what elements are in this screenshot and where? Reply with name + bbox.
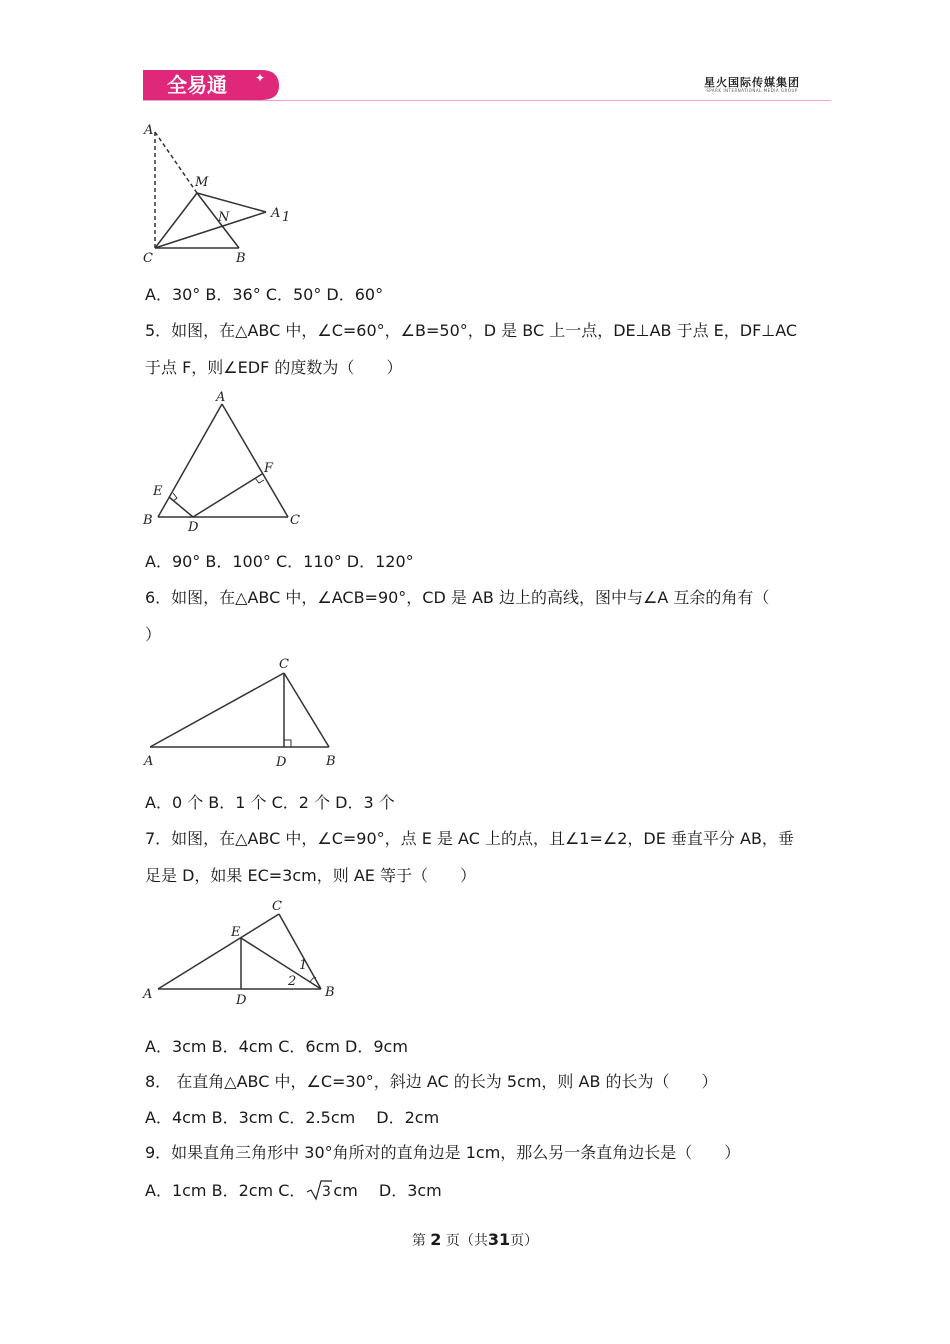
footer-total-pages: 31 <box>487 1230 511 1249</box>
q5-label-B: B <box>143 513 153 528</box>
svg-text:✦: ✦ <box>255 71 266 85</box>
q6-label-D: D <box>276 755 287 770</box>
q6-stem-line1: 6．如图，在△ABC 中，∠ACB=90°，CD 是 AB 边上的高线，图中与∠A 互余的角有（ <box>145 588 770 607</box>
q5-label-D: D <box>188 520 199 535</box>
q7-stem-line2: 足是 D，如果 EC=3cm，则 AE 等于（ ） <box>145 866 476 885</box>
q8-stem: 8． 在直角△ABC 中，∠C=30°，斜边 AC 的长为 5cm，则 AB 的长为（ ） <box>145 1072 718 1091</box>
brand-name: 星火国际传媒集团 <box>704 76 800 89</box>
q6-figure <box>138 652 348 774</box>
q5-label-C: C <box>290 513 300 528</box>
q7-options: A．3cm B．4cm C．6cm D．9cm <box>145 1037 408 1056</box>
q6-label-B: B <box>326 754 336 769</box>
header-logo <box>143 66 281 102</box>
q7-label-1: 1 <box>299 958 308 973</box>
q9-sqrt <box>305 1179 333 1201</box>
q7-label-C: C <box>272 899 282 914</box>
q5-options: A．90° B．100° C．110° D．120° <box>145 552 414 571</box>
footer-prefix: 第 <box>411 1233 426 1249</box>
logo-text: 全易通 <box>167 73 227 97</box>
footer-suffix: 页） <box>510 1233 539 1249</box>
q6-stem-line2: ） <box>145 625 162 644</box>
q5-stem-line1: 5．如图，在△ABC 中，∠C=60°，∠B=50°，D 是 BC 上一点，DE⊥AB 于点 E，DF⊥AC <box>145 321 798 340</box>
q4-label-A1: A <box>271 206 281 221</box>
q5-label-F: F <box>264 461 274 476</box>
q5-label-A: A <box>216 390 226 405</box>
q8-options: A．4cm B．3cm C．2.5cm D．2cm <box>145 1108 440 1127</box>
q7-figure <box>138 894 348 1009</box>
q9-options-after: cm D．3cm <box>333 1181 442 1200</box>
q6-label-A: A <box>144 754 154 769</box>
q7-label-E: E <box>231 925 241 940</box>
q4-options: A．30° B．36° C．50° D．60° <box>145 285 384 304</box>
q4-label-A: A <box>144 123 154 138</box>
footer-page-number: 2 <box>430 1230 442 1249</box>
page-footer <box>0 1230 950 1250</box>
q7-label-D: D <box>236 993 247 1008</box>
q9-options <box>145 1179 442 1201</box>
q4-figure <box>140 118 300 268</box>
q4-label-A1-sub: 1 <box>282 210 291 225</box>
footer-middle: 页（共 <box>445 1233 488 1249</box>
q5-figure <box>138 386 308 536</box>
q5-stem-line2: 于点 F，则∠EDF 的度数为（ ） <box>145 358 403 377</box>
q6-options: A．0 个 B．1 个 C．2 个 D．3 个 <box>145 793 395 812</box>
q4-label-M: M <box>195 175 209 190</box>
q9-stem: 9．如果直角三角形中 30°角所对的直角边是 1cm，那么另一条直角边长是（ ） <box>145 1143 741 1162</box>
q4-label-C: C <box>143 251 153 266</box>
q9-options-before: A．1cm B．2cm C． <box>145 1181 306 1200</box>
q7-label-A: A <box>143 987 153 1002</box>
header-rule <box>143 100 831 101</box>
q7-label-B: B <box>325 985 335 1000</box>
q9-radicand: 3 <box>322 1184 332 1200</box>
q5-label-E: E <box>153 484 163 499</box>
q4-label-B: B <box>236 251 246 266</box>
q4-label-N: N <box>218 210 230 225</box>
q7-stem-line1: 7．如图，在△ABC 中，∠C=90°，点 E 是 AC 上的点，且∠1=∠2，DE 垂直平分 AB，垂 <box>145 829 794 848</box>
brand-subtitle: SPARK INTERNATIONAL MEDIA GROUP <box>706 88 798 93</box>
q7-label-2: 2 <box>288 974 297 989</box>
q6-label-C: C <box>279 657 289 672</box>
